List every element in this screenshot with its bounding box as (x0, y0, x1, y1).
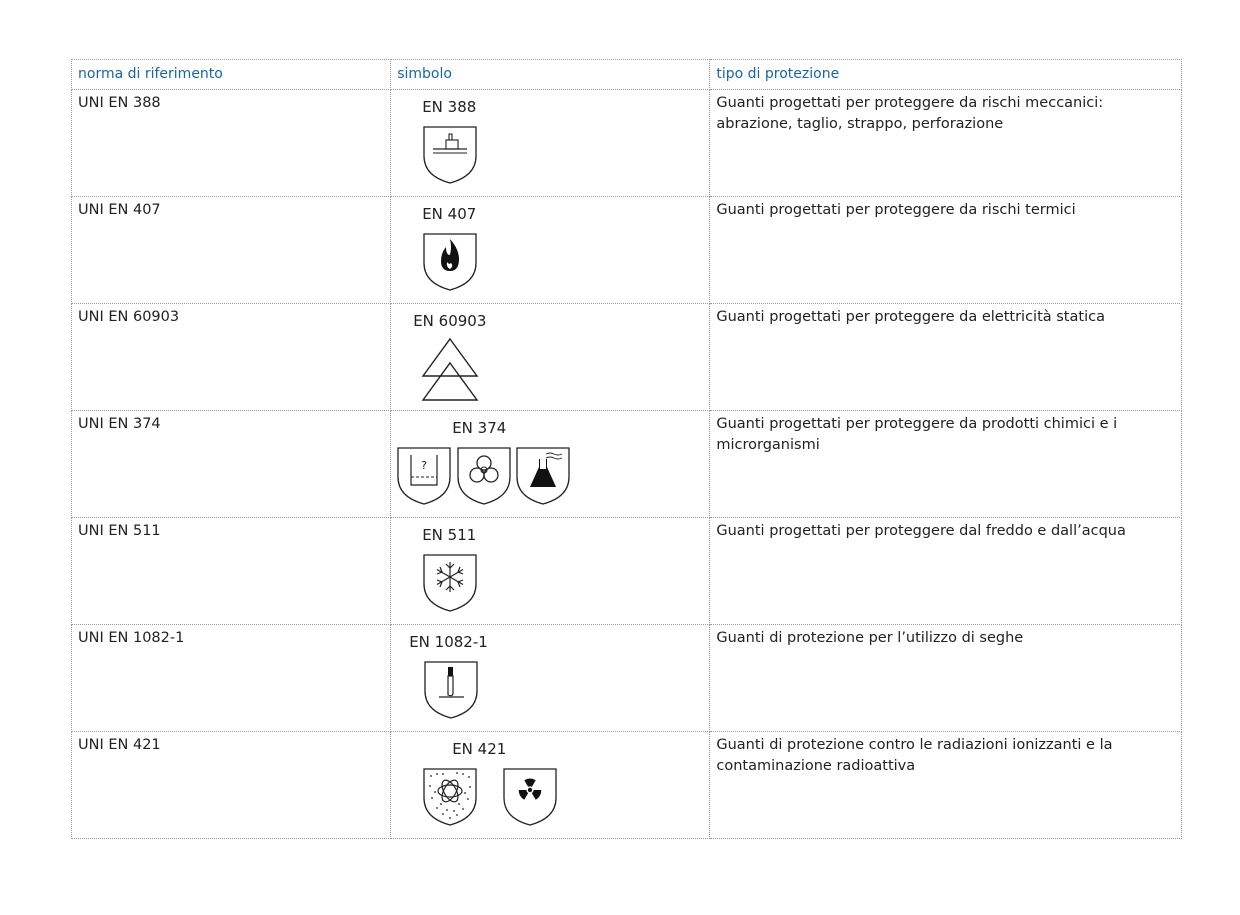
symbol-cell (391, 518, 710, 625)
symbol-cell (391, 90, 710, 197)
symbol-label: EN 407 (422, 205, 477, 223)
flask-icon (516, 447, 570, 505)
table-row (72, 518, 1182, 625)
symbol-cell (391, 304, 710, 411)
symbol-label: EN 511 (422, 526, 477, 544)
protection-cell: Guanti progettati per proteggere da elettricità statica (710, 304, 1182, 411)
table-row (72, 411, 1182, 518)
protection-cell: Guanti progettati per proteggere da rischi termici (710, 197, 1182, 304)
knife-icon (424, 661, 478, 719)
radiation-icon (503, 768, 557, 826)
protection-cell: Guanti di protezione per l’utilizzo di seghe (710, 625, 1182, 732)
header-norm: norma di riferimento (72, 60, 391, 90)
symbol-label: EN 1082-1 (409, 633, 488, 651)
symbol-cell (391, 197, 710, 304)
snowflake-icon (423, 554, 477, 612)
header-symbol: simbolo (391, 60, 710, 90)
protection-cell: Guanti progettati per proteggere da rischi meccanici: abrazione, taglio, strappo, perforazione (710, 90, 1182, 197)
symbol-label: EN 388 (422, 98, 477, 116)
table-row (72, 625, 1182, 732)
svg-text:?: ? (421, 459, 428, 472)
symbol-cell (391, 411, 710, 518)
double-triangle-icon (421, 337, 479, 403)
norm-cell: UNI EN 60903 (72, 304, 391, 411)
table-row (72, 732, 1182, 839)
norm-cell: UNI EN 1082-1 (72, 625, 391, 732)
table-row (72, 197, 1182, 304)
symbol-label: EN 60903 (413, 312, 487, 330)
norm-cell: UNI EN 511 (72, 518, 391, 625)
table-header-row (72, 60, 1182, 90)
norm-cell: UNI EN 388 (72, 90, 391, 197)
norm-cell: UNI EN 374 (72, 411, 391, 518)
table-row (72, 90, 1182, 197)
symbol-cell (391, 625, 710, 732)
flame-icon (423, 233, 477, 291)
norm-cell: UNI EN 421 (72, 732, 391, 839)
symbol-label: EN 374 (452, 419, 507, 437)
norm-cell: UNI EN 407 (72, 197, 391, 304)
symbol-label: EN 421 (452, 740, 507, 758)
biohazard-icon (457, 447, 511, 505)
protection-cell: Guanti progettati per proteggere da prodotti chimici e i microrganismi (710, 411, 1182, 518)
protection-cell: Guanti progettati per proteggere dal freddo e dall’acqua (710, 518, 1182, 625)
radioactive-contamination-icon (423, 768, 477, 826)
mechanical-hazard-icon (423, 126, 477, 184)
table-row (72, 304, 1182, 411)
header-protection: tipo di protezione (710, 60, 1182, 90)
symbol-cell (391, 732, 710, 839)
protection-cell: Guanti di protezione contro le radiazioni ionizzanti e la contaminazione radioattiva (710, 732, 1182, 839)
chemical-beaker-icon (397, 447, 451, 505)
standards-table (71, 59, 1182, 839)
